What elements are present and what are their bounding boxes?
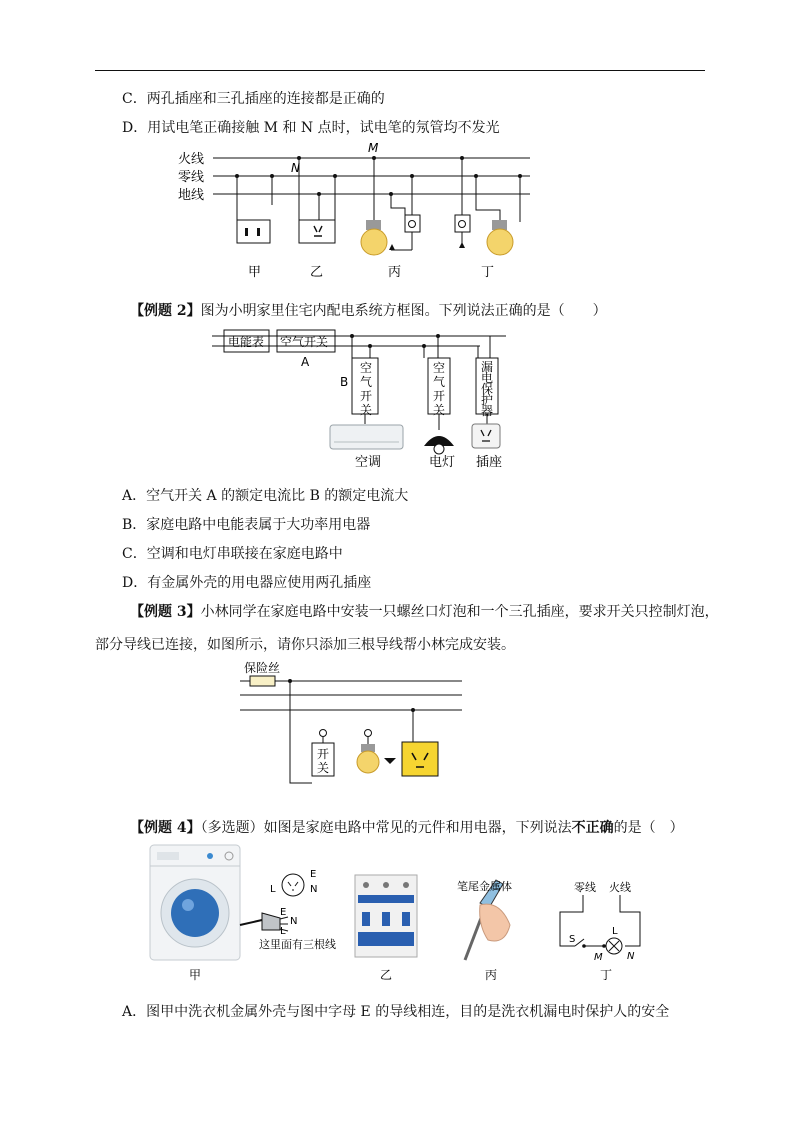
example-4-text-a: （多选题）如图是家庭电路中常见的元件和用电器，下列说法: [200, 820, 572, 836]
label-three-wires: 这里面有三根线: [259, 938, 336, 951]
label-ding: 丁: [481, 265, 495, 280]
label-n-top: N: [310, 884, 318, 895]
example-3-text-1: 小林同学在家庭电路中安装一只螺丝口灯泡和一个三孔插座，要求开关只控制灯泡，: [200, 604, 719, 620]
label-pen-tail: 笔尾金属体: [457, 880, 512, 893]
label-ding-4: 丁: [600, 968, 613, 982]
label-n-plug: N: [290, 916, 298, 927]
label-ac: 空调: [355, 455, 382, 470]
label-n-d: N: [627, 951, 635, 962]
label-live: 火线: [178, 152, 205, 167]
label-s: S: [569, 934, 576, 945]
example-4-text-bold: 不正确: [571, 820, 614, 836]
example-3-stem-2: 部分导线已连接，如图所示，请你只添加三根导线帮小林完成安装。: [95, 637, 515, 653]
label-bing: 丙: [388, 265, 402, 280]
example-4-option-a: A．图甲中洗衣机金属外壳与图中字母 E 的导线相连，目的是洗衣机漏电时保护人的安全: [122, 1004, 670, 1020]
label-l-lamp: L: [612, 926, 618, 937]
label-m: M: [368, 141, 379, 155]
label-l-top: L: [270, 884, 276, 895]
label-jia: 甲: [248, 265, 262, 280]
label-vertical-1: 空气开关: [360, 361, 373, 417]
label-e-top: E: [310, 869, 317, 880]
label-air-switch: 空气开关: [280, 335, 329, 349]
option-d: D．用试电笔正确接触 M 和 N 点时，试电笔的氖管均不发光: [122, 120, 500, 136]
label-n: N: [291, 161, 300, 175]
example-3-tag: 【例题 3】: [130, 604, 201, 620]
label-jia-4: 甲: [189, 968, 202, 982]
label-neutral: 零线: [178, 170, 205, 185]
label-switch: 开关: [317, 747, 330, 775]
example-2-option-c: C．空调和电灯串联接在家庭电路中: [122, 546, 343, 562]
example-2-option-a: A．空气开关 A 的额定电流比 B 的额定电流大: [122, 488, 409, 504]
example-2-option-b: B．家庭电路中电能表属于大功率用电器: [122, 517, 371, 533]
example-2-tag: 【例题 2】: [130, 303, 201, 319]
label-vertical-2: 空气开关: [433, 361, 446, 417]
example-2-text: 图为小明家里住宅内配电系统方框图。下列说法正确的是（ ）: [200, 303, 607, 319]
label-meter: 电能表: [228, 335, 265, 349]
label-e-plug: E: [280, 907, 287, 918]
label-yi-4: 乙: [380, 968, 393, 982]
label-vertical-3: 漏电保护器: [481, 360, 494, 418]
label-neutral-d: 零线: [574, 881, 596, 894]
label-socket: 插座: [476, 455, 503, 470]
circuit-breaker-icon: [355, 875, 417, 957]
label-bing-4: 丙: [485, 968, 498, 982]
washing-machine-icon: [150, 845, 240, 960]
label-lamp: 电灯: [429, 455, 456, 470]
label-fuse: 保险丝: [244, 661, 281, 675]
example-4-text-b: 的是（ ）: [613, 820, 684, 836]
example-4-tag: 【例题 4】: [130, 820, 201, 836]
label-m-d: M: [594, 952, 603, 963]
example-2-option-d: D．有金属外壳的用电器应使用两孔插座: [122, 575, 372, 591]
label-live-d: 火线: [609, 881, 631, 894]
label-l-plug: L: [280, 926, 286, 937]
label-ground: 地线: [178, 188, 205, 203]
label-b: B: [340, 375, 349, 389]
label-a: A: [301, 355, 310, 369]
option-c: C．两孔插座和三孔插座的连接都是正确的: [122, 91, 385, 107]
label-yi: 乙: [310, 265, 324, 280]
